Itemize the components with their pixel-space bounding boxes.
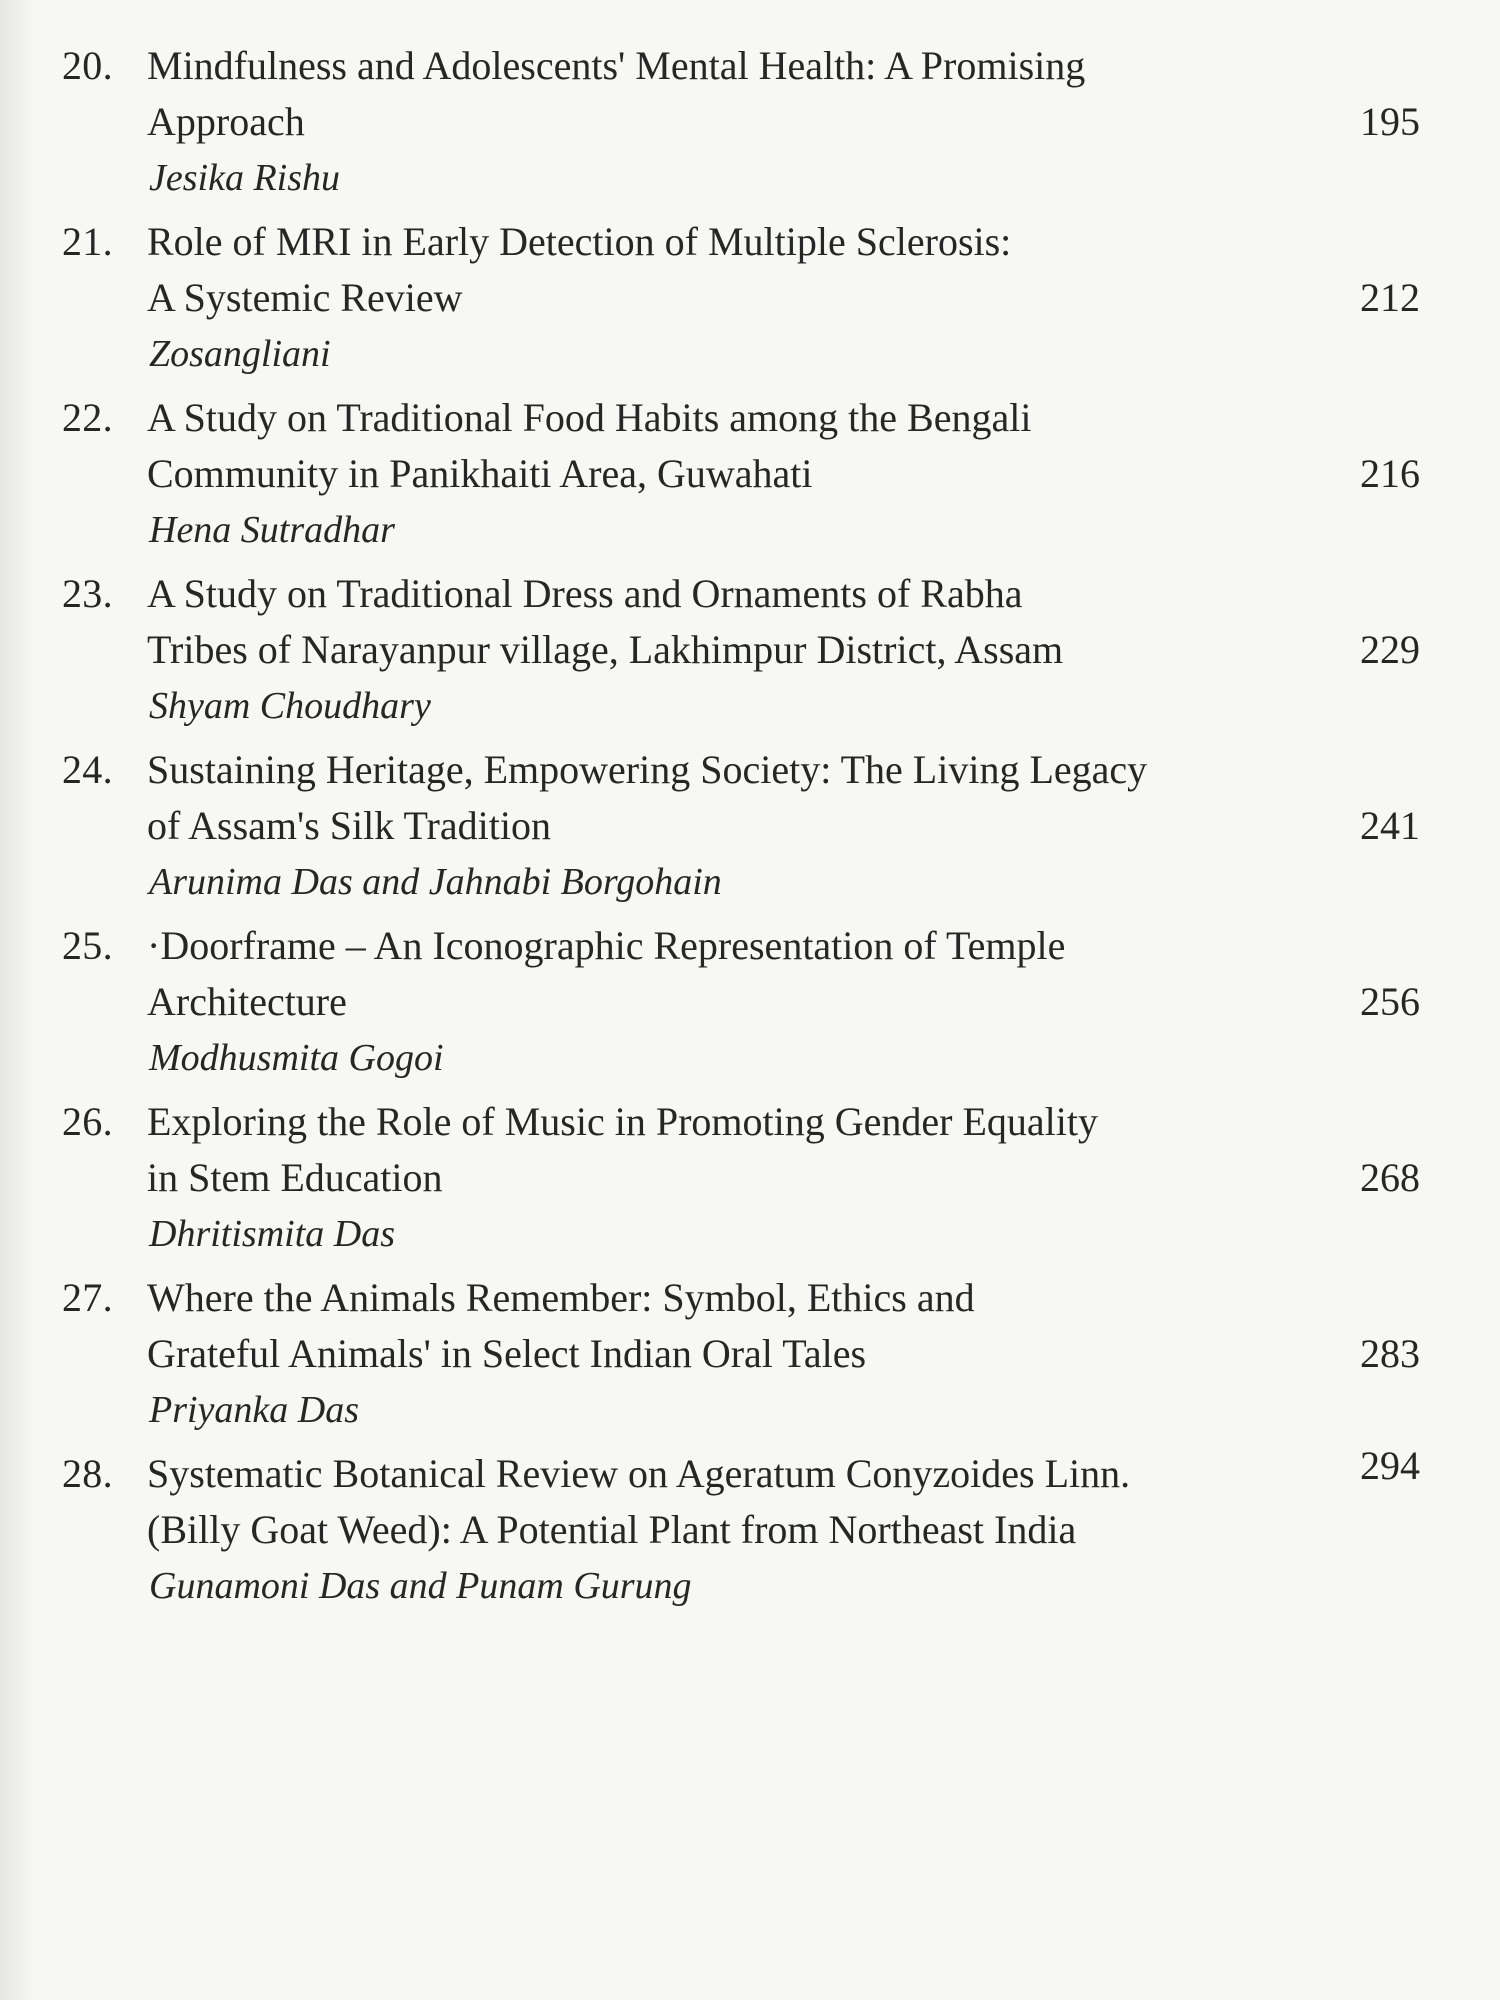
entry-number: 25. [62, 923, 113, 968]
toc-entry [0, 390, 1500, 560]
entry-author: Gunamoni Das and Punam Gurung [149, 1565, 692, 1607]
entry-title-line: ·Doorframe – An Iconographic Representation of Temple [147, 923, 1066, 968]
entry-author: Hena Sutradhar [149, 509, 395, 551]
toc-entry [0, 918, 1500, 1088]
entry-page-number: 229 [1360, 627, 1420, 672]
entry-author: Shyam Choudhary [149, 685, 431, 727]
entry-title-line: of Assam's Silk Tradition [147, 803, 551, 848]
entry-title-line: Mindfulness and Adolescents' Mental Health: A Promising [147, 43, 1086, 88]
toc-entry [0, 566, 1500, 736]
entry-title-line: A Systemic Review [147, 275, 463, 320]
entry-title-line: Exploring the Role of Music in Promoting Gender Equality [147, 1099, 1098, 1144]
toc-entry [0, 1094, 1500, 1264]
entry-number: 26. [62, 1099, 113, 1144]
toc-entry [0, 1270, 1500, 1440]
entry-title-line: Approach [147, 99, 305, 144]
entry-number: 21. [62, 219, 113, 264]
entry-title-line: Grateful Animals' in Select Indian Oral Tales [147, 1331, 867, 1376]
entry-number: 20. [62, 43, 113, 88]
entry-page-number: 241 [1360, 803, 1420, 848]
entry-title-line: Where the Animals Remember: Symbol, Ethics and [147, 1275, 975, 1320]
entry-number: 27. [62, 1275, 113, 1320]
entry-author: Zosangliani [149, 333, 331, 375]
toc-entry [0, 1443, 1500, 1616]
entry-page-number: 294 [1360, 1443, 1420, 1488]
entry-number: 23. [62, 571, 113, 616]
entry-title-line: Sustaining Heritage, Empowering Society: The Living Legacy [147, 747, 1148, 792]
entry-title-line: Tribes of Narayanpur village, Lakhimpur District, Assam [147, 627, 1064, 672]
entry-title-line: A Study on Traditional Dress and Ornaments of Rabha [147, 571, 1023, 616]
entry-title-line: Architecture [147, 979, 347, 1024]
entry-page-number: 195 [1360, 99, 1420, 144]
entry-page-number: 216 [1360, 451, 1420, 496]
toc-entry [0, 214, 1500, 384]
entry-page-number: 268 [1360, 1155, 1420, 1200]
entry-title-line: A Study on Traditional Food Habits among the Bengali [147, 395, 1032, 440]
toc-entry [0, 742, 1500, 912]
entry-title-line: Community in Panikhaiti Area, Guwahati [147, 451, 813, 496]
entry-number: 24. [62, 747, 113, 792]
entry-author: Modhusmita Gogoi [149, 1037, 444, 1079]
entry-page-number: 212 [1360, 275, 1420, 320]
entry-page-number: 283 [1360, 1331, 1420, 1376]
entry-author: Arunima Das and Jahnabi Borgohain [149, 861, 722, 903]
entry-author: Jesika Rishu [149, 157, 341, 199]
entry-title-line: in Stem Education [147, 1155, 443, 1200]
entry-title-line: Systematic Botanical Review on Ageratum Conyzoides Linn. [147, 1451, 1131, 1496]
toc-entry [0, 38, 1500, 208]
entry-author: Priyanka Das [149, 1389, 360, 1431]
entry-number: 28. [62, 1451, 113, 1496]
entry-number: 22. [62, 395, 113, 440]
entry-page-number: 256 [1360, 979, 1420, 1024]
entry-title-line: (Billy Goat Weed): A Potential Plant from Northeast India [147, 1507, 1077, 1552]
entry-title-line: Role of MRI in Early Detection of Multiple Sclerosis: [147, 219, 1012, 264]
entry-author: Dhritismita Das [149, 1213, 395, 1255]
